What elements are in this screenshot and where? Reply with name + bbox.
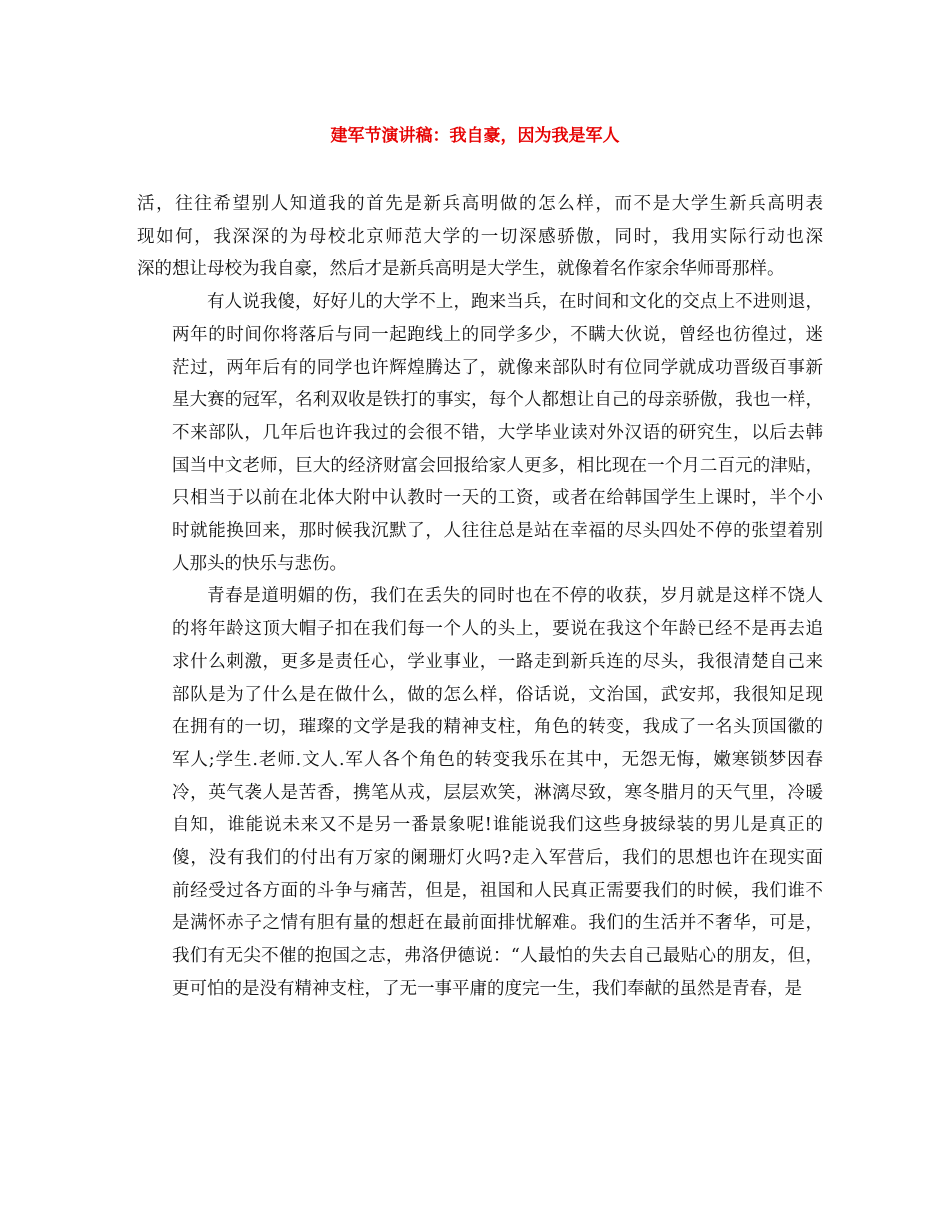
paragraph-line: 茫过，两年后有的同学也许辉煌腾达了，就像来部队时有位同学就成功晋级百事新	[172, 357, 823, 378]
paragraph-line: 求什么刺激，更多是责任心，学业事业，一路走到新兵连的尽头，我很清楚自己来	[172, 651, 823, 672]
paragraph-line: 活，往往希望别人知道我的首先是新兵高明做的怎么样，而不是大学生新兵高明表	[137, 194, 823, 214]
paragraph-line: 更可怕的是没有精神支柱，了无一事平庸的度完一生，我们奉献的虽然是青春，是	[172, 978, 802, 999]
paragraph-line: 的将年龄这顶大帽子扣在我们每一个人的头上，要说在我这个年龄已经不是再去追	[172, 619, 823, 640]
paragraph-line: 军人;学生.老师.文人.军人各个角色的转变我乐在其中，无怨无悔，嫩寒锁梦因春	[172, 749, 823, 770]
paragraph-line: 傻，没有我们的付出有万家的阑珊灯火吗?走入军营后，我们的思想也许在现实面	[172, 848, 823, 869]
paragraph-line: 星大赛的冠军，名利双收是铁打的事实，每个人都想让自己的母亲骄傲，我也一样，	[172, 390, 823, 411]
paragraph-line: 国当中文老师，巨大的经济财富会回报给家人更多，相比现在一个月二百元的津贴，	[172, 455, 823, 476]
paragraph-line: 是满怀赤子之情有胆有量的想赶在最前面排忧解难。我们的生活并不奢华，可是，	[172, 913, 823, 934]
paragraph-line: 不来部队，几年后也许我过的会很不错，大学毕业读对外汉语的研究生，以后去韩	[172, 422, 823, 443]
document-title: 建军节演讲稿：我自豪，因为我是军人	[330, 126, 620, 146]
paragraph-line: 时就能换回来，那时候我沉默了，人往往总是站在幸福的尽头四处不停的张望着别	[172, 521, 823, 542]
paragraph-line: 有人说我傻，好好儿的大学不上，跑来当兵，在时间和文化的交点上不进则退，	[207, 292, 823, 313]
document-body	[137, 188, 823, 1006]
paragraph-line: 现如何，我深深的为母校北京师范大学的一切深感骄傲，同时，我用实际行动也深	[137, 226, 823, 247]
paragraph-line: 深的想让母校为我自豪，然后才是新兵高明是大学生，就像着名作家余华师哥那样。	[137, 259, 785, 280]
paragraph-line: 在拥有的一切，璀璨的文学是我的精神支柱，角色的转变，我成了一名头顶国徽的	[172, 717, 823, 738]
paragraph	[137, 188, 823, 286]
paragraph-line: 只相当于以前在北体大附中认教时一天的工资，或者在给韩国学生上课时，半个小	[172, 488, 823, 509]
paragraph-line: 冷，英气袭人是苦香，携笔从戎，层层欢笑，淋漓尽致，寒冬腊月的天气里，冷暖	[172, 782, 823, 803]
paragraph-line: 部队是为了什么是在做什么，做的怎么样，俗话说，文治国，武安邦，我很知足现	[172, 684, 823, 705]
paragraph-line: 两年的时间你将落后与同一起跑线上的同学多少，不瞒大伙说，曾经也彷徨过，迷	[172, 324, 823, 345]
paragraph-line: 前经受过各方面的斗争与痛苦，但是，祖国和人民真正需要我们的时候，我们谁不	[172, 880, 823, 901]
paragraph	[137, 580, 823, 1005]
paragraph-line: 我们有无尖不催的抱国之志，弗洛伊德说：“人最怕的失去自己最贴心的朋友，但，	[172, 946, 823, 967]
paragraph-line: 青春是道明媚的伤，我们在丢失的同时也在不停的收获，岁月就是这样不饶人	[207, 586, 823, 607]
paragraph-line: 自知，谁能说未来又不是另一番景象呢!谁能说我们这些身披绿装的男儿是真正的	[172, 815, 823, 836]
paragraph-line: 人那头的快乐与悲伤。	[172, 553, 347, 574]
paragraph	[137, 286, 823, 580]
